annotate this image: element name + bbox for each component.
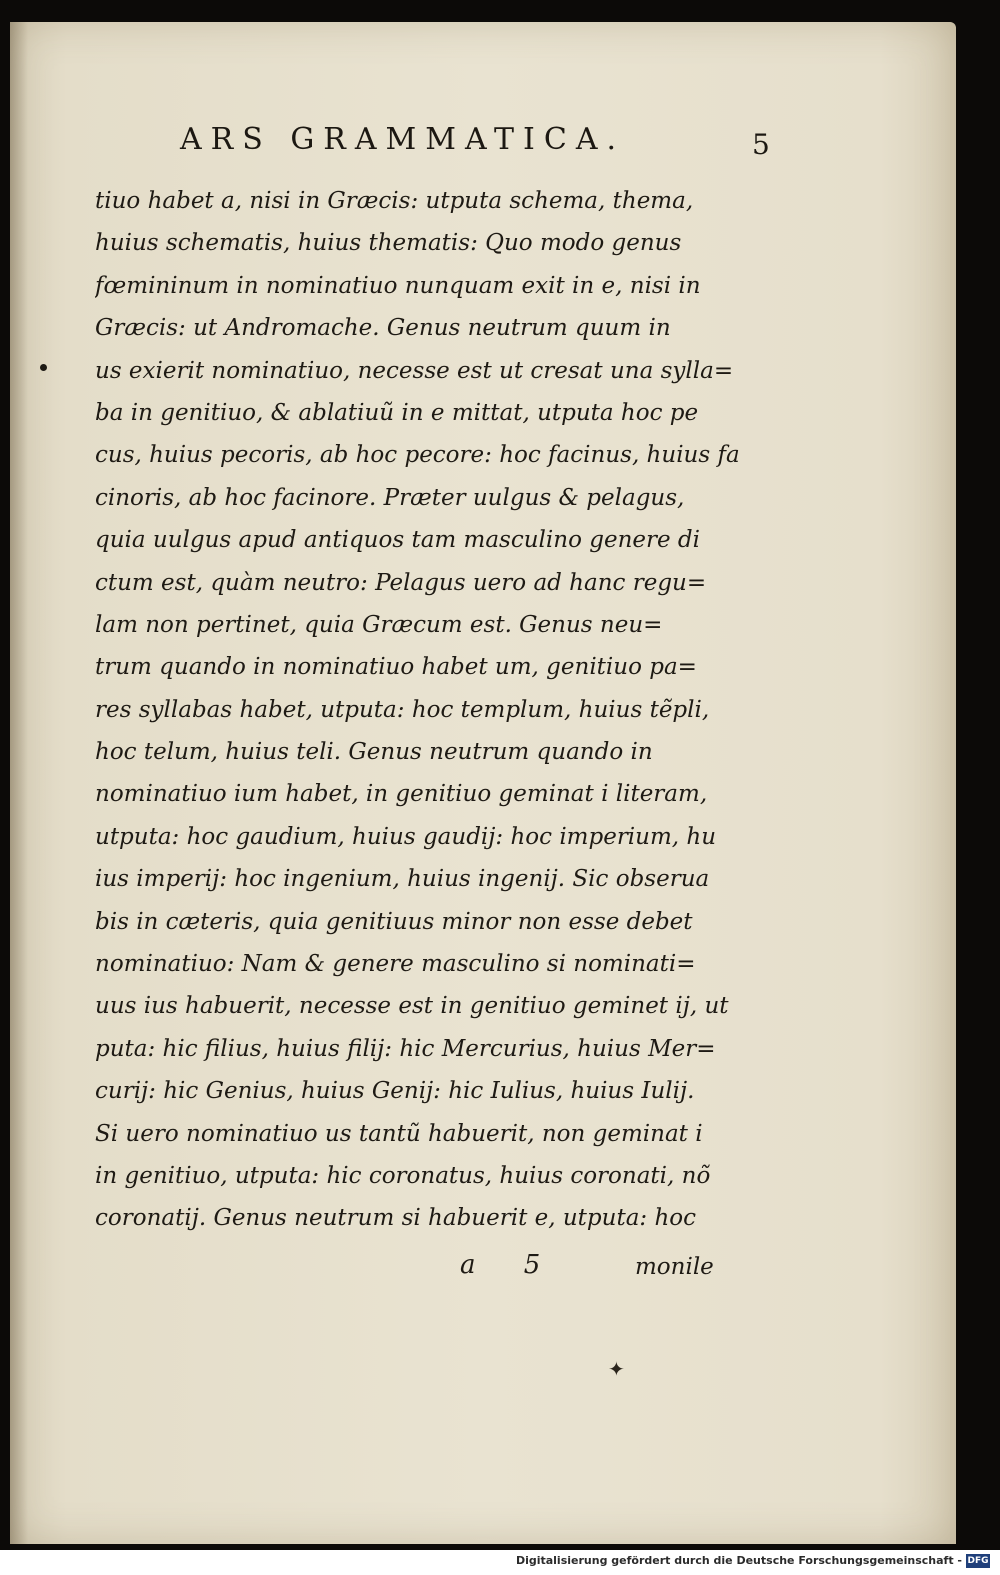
text-line: lam non pertinet, quia Græcum est. Genus neu= — [95, 611, 663, 638]
text-line: bis in cæteris, quia genitiuus minor non esse debet — [95, 908, 693, 935]
text-line: hoc telum, huius teli. Genus neutrum quando in — [95, 739, 653, 766]
text-line: tiuo habet a, nisi in Græcis: utputa schema, thema, — [95, 188, 694, 214]
catchword: monile — [635, 1254, 714, 1280]
text-line: coronatij. Genus neutrum si habuerit e, utputa: hoc — [95, 1205, 697, 1232]
footer-bar — [0, 1550, 1000, 1575]
text-line: huius schematis, huius thematis: Quo modo genus — [95, 230, 682, 257]
text-line: cus, huius pecoris, ab hoc pecore: hoc facinus, huius fa — [95, 442, 740, 469]
text-line: Græcis: ut Andromache. Genus neutrum quum in — [95, 315, 671, 342]
running-head: ARS GRAMMATICA. — [180, 122, 626, 157]
ornament-icon: ✦ — [608, 1357, 625, 1381]
text-line: trum quando in nominatiuo habet um, genitiuo pa= — [95, 654, 697, 681]
text-line: fœmininum in nominatiuo nunquam exit in e, nisi in — [95, 272, 701, 299]
text-line: cinoris, ab hoc facinore. Præter uulgus & pelagus, — [95, 484, 685, 511]
text-line: Si uero nominatiuo us tantũ habuerit, non geminat i — [95, 1120, 703, 1147]
text-line: uus ius habuerit, necesse est in genitiuo geminet ij, ut — [95, 993, 729, 1020]
page-number: 5 — [752, 128, 770, 161]
text-line: nominatiuo: Nam & genere masculino si nominati= — [95, 951, 696, 978]
text-line: puta: hic filius, huius filij: hic Mercurius, huius Mer= — [95, 1035, 716, 1062]
text-line: in genitiuo, utputa: hic coronatus, huius coronati, nõ — [95, 1162, 711, 1189]
text-line: us exierit nominatiuo, necesse est ut cresat una sylla= — [95, 357, 734, 384]
signature-mark: a 5 — [460, 1250, 561, 1280]
dfg-logo-icon: DFG — [967, 1556, 989, 1566]
margin-dot-mark — [40, 364, 47, 371]
book-page — [10, 22, 956, 1544]
text-line: quia uulgus apud antiquos tam masculino genere di — [95, 527, 700, 554]
text-line: res syllabas habet, utputa: hoc templum, huius tẽpli, — [95, 696, 710, 723]
text-line: ius imperij: hoc ingenium, huius ingenij. Sic obserua — [95, 866, 710, 893]
text-line: curij: hic Genius, huius Genij: hic Iulius, huius Iulij. — [95, 1078, 695, 1105]
text-line: ctum est, quàm neutro: Pelagus uero ad hanc regu= — [95, 569, 707, 596]
body-text — [95, 180, 755, 1240]
text-line: ba in genitiuo, & ablatiuũ in e mittat, utputa hoc pe — [95, 399, 699, 426]
funding-credit: Digitalisierung gefördert durch die Deutsche Forschungsgemeinschaft - — [515, 1554, 962, 1567]
gutter-shadow — [10, 22, 28, 1544]
text-line: utputa: hoc gaudium, huius gaudij: hoc imperium, hu — [95, 823, 717, 850]
text-line: nominatiuo ium habet, in genitiuo geminat i literam, — [95, 781, 708, 808]
